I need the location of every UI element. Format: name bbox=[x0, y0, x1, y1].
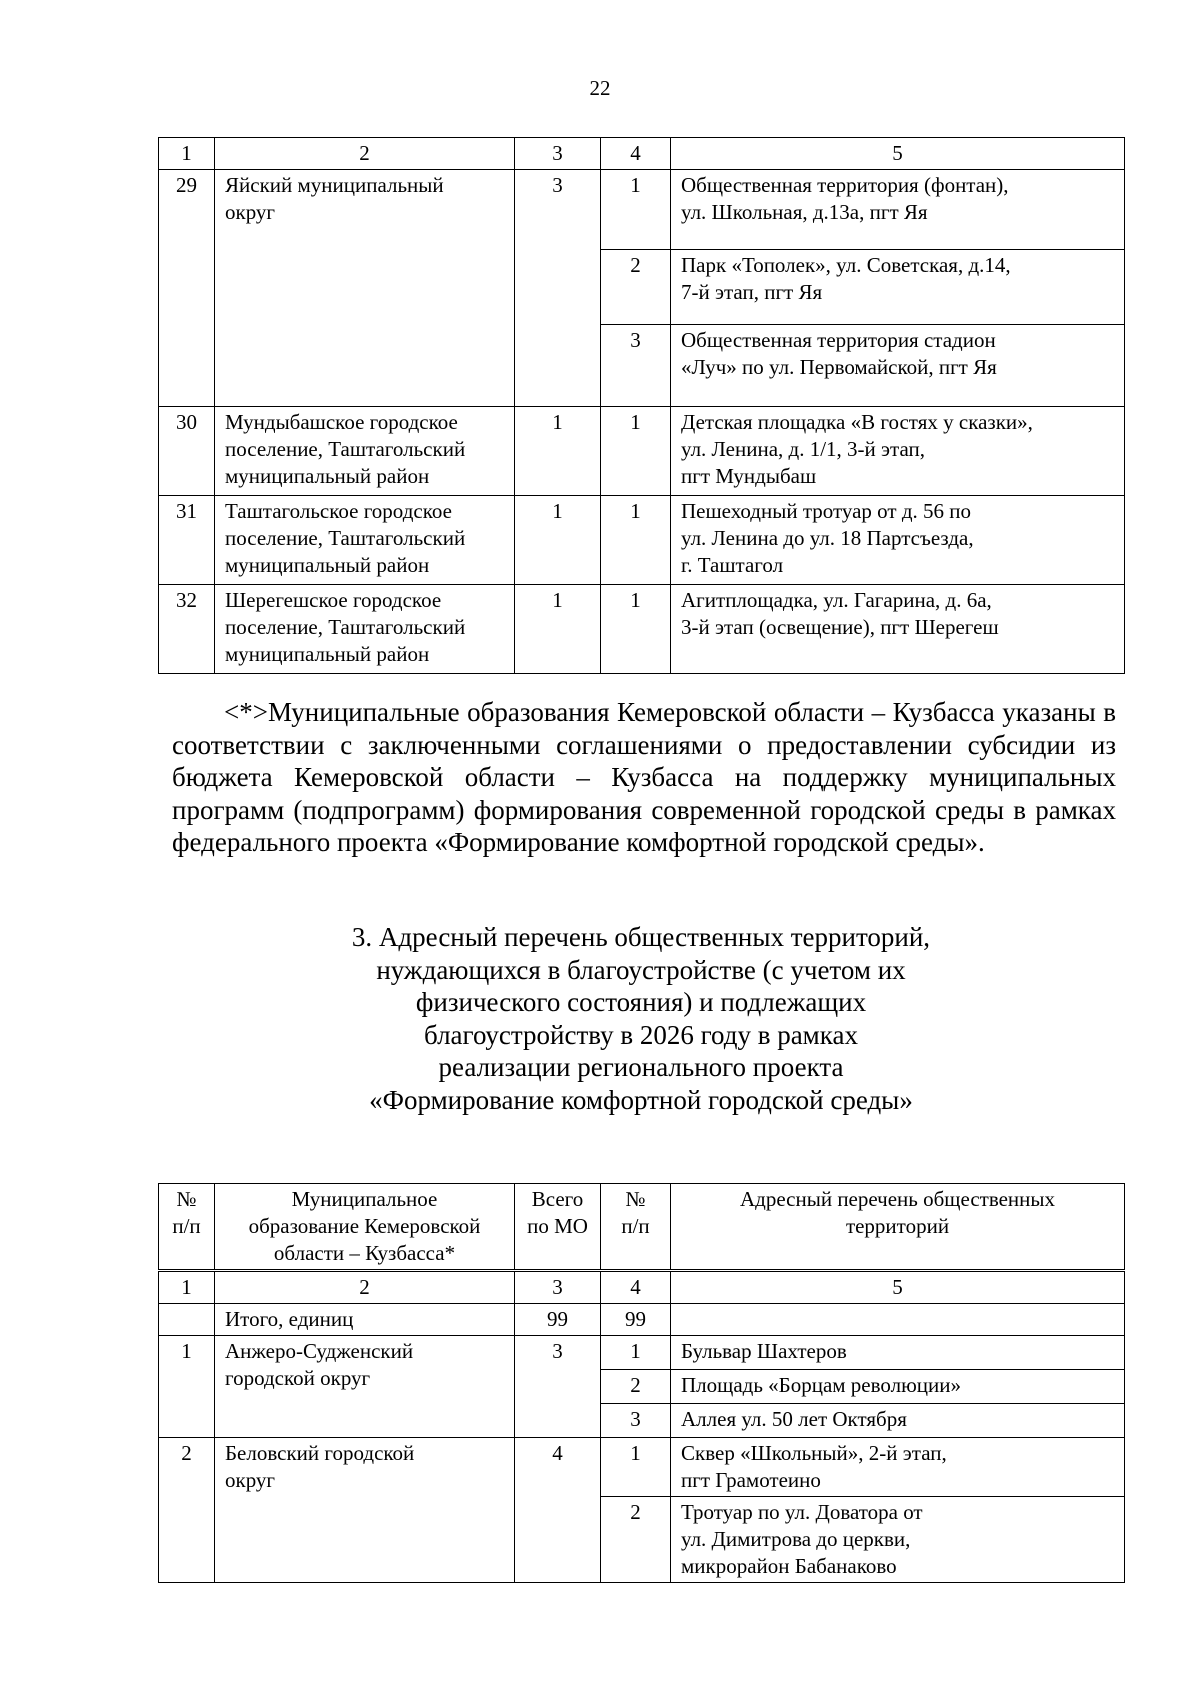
territory-address-line: Аллея ул. 50 лет Октября bbox=[681, 1407, 907, 1431]
total-count bbox=[515, 496, 601, 585]
territory-address bbox=[671, 496, 1125, 585]
continuation-table bbox=[158, 137, 1125, 674]
item-number-line: 3 bbox=[630, 328, 641, 352]
column-number bbox=[159, 1271, 215, 1304]
municipality-name-line: Анжеро-Судженский bbox=[225, 1339, 414, 1363]
territory-address-line: Пешеходный тротуар от д. 56 по bbox=[681, 499, 971, 523]
territory-address-line: ул. Димитрова до церкви, bbox=[681, 1527, 911, 1551]
header-num-line: № bbox=[176, 1187, 197, 1211]
item-number-line: 2 bbox=[630, 1373, 641, 1397]
municipality-name-line: округ bbox=[225, 200, 276, 224]
item-number bbox=[601, 170, 671, 250]
section-title-line: благоустройству в 2026 году в рамках bbox=[424, 1019, 858, 1050]
header-address-line: Адресный перечень общественных bbox=[739, 1187, 1056, 1211]
territory-address-line: г. Таштагол bbox=[681, 553, 784, 577]
row-number-line: 30 bbox=[176, 410, 197, 434]
header-total-line: по МО bbox=[527, 1214, 588, 1238]
item-number-line: 1 bbox=[630, 499, 641, 523]
item-number bbox=[601, 250, 671, 325]
municipality-name bbox=[215, 1438, 515, 1583]
section-title bbox=[158, 921, 1124, 1116]
total-count-line: 99 bbox=[547, 1307, 568, 1331]
page-number: 22 bbox=[589, 76, 611, 100]
header-municipality-line: области – Кузбасса* bbox=[273, 1241, 456, 1265]
territory-address-line: Общественная территория (фонтан), bbox=[681, 173, 1009, 197]
row-number bbox=[159, 170, 215, 407]
territory-address bbox=[671, 1336, 1125, 1370]
row-number-line: 1 bbox=[181, 1339, 192, 1363]
municipality-name-line: муниципальный район bbox=[225, 553, 430, 577]
column-number-line: 4 bbox=[630, 1275, 641, 1299]
header-num-line: п/п bbox=[172, 1214, 201, 1238]
territory-address-line: Общественная территория стадион bbox=[681, 328, 996, 352]
row-number-line: 2 bbox=[181, 1441, 192, 1465]
municipality-name-line: поселение, Таштагольский bbox=[225, 615, 466, 639]
header-municipality-line: образование Кемеровской bbox=[248, 1214, 481, 1238]
item-number bbox=[601, 407, 671, 496]
header-total-line: Всего bbox=[531, 1187, 584, 1211]
table-row bbox=[159, 407, 1125, 496]
item-number-line: 1 bbox=[630, 1441, 641, 1465]
municipality-name-line: городской округ bbox=[225, 1366, 371, 1390]
total-count-line: 1 bbox=[552, 499, 563, 523]
total-empty bbox=[671, 1304, 1125, 1336]
territory-address bbox=[671, 325, 1125, 407]
municipality-name bbox=[215, 170, 515, 407]
territory-address-line: пгт Мундыбаш bbox=[681, 464, 817, 488]
municipality-name-line: поселение, Таштагольский bbox=[225, 526, 466, 550]
total-count-line: 3 bbox=[552, 173, 563, 197]
municipality-name-line: муниципальный район bbox=[225, 464, 430, 488]
column-number-row bbox=[159, 1271, 1125, 1304]
municipality-name-line: Беловский городской bbox=[225, 1441, 415, 1465]
header-address-line: территорий bbox=[845, 1214, 950, 1238]
column-number-line: 3 bbox=[552, 1275, 563, 1299]
row-number bbox=[159, 1438, 215, 1583]
total-count-line: 4 bbox=[552, 1441, 563, 1465]
column-number-line: 1 bbox=[181, 1275, 192, 1299]
territory-address bbox=[671, 407, 1125, 496]
territory-address bbox=[671, 250, 1125, 325]
territory-address bbox=[671, 1497, 1125, 1583]
column-number-line: 5 bbox=[892, 1275, 903, 1299]
municipality-name bbox=[215, 496, 515, 585]
section-title-line: физического состояния) и подлежащих bbox=[415, 987, 867, 1017]
municipality-name-line: поселение, Таштагольский bbox=[225, 437, 466, 461]
item-number bbox=[601, 1438, 671, 1497]
footnote-paragraph: <*>Муниципальные образования Кемеровской области – Кузбасса указаны в соответствии с заключенными соглашениями о предоставлении субсидии из бюджета Кемеровской области – Кузбасса на поддержку муниципальных программ (подпрограмм) формирования современной городской среды в рамках федерального проекта «Формирование комфортной городской среды». bbox=[172, 697, 1116, 857]
section-title-line: 3. Адресный перечень общественных территорий, bbox=[351, 922, 931, 952]
row-number bbox=[159, 585, 215, 674]
territory-address-line: «Луч» по ул. Первомайской, пгт Яя bbox=[681, 355, 997, 379]
row-number-line: 29 bbox=[176, 173, 197, 197]
territory-address bbox=[671, 1370, 1125, 1404]
header-item-num-line: п/п bbox=[621, 1214, 650, 1238]
item-number bbox=[601, 496, 671, 585]
section-title-line: реализации регионального проекта bbox=[438, 1052, 844, 1082]
header-municipality-line: Муниципальное bbox=[291, 1187, 438, 1211]
municipality-name-line: округ bbox=[225, 1468, 276, 1492]
total-count-line: 1 bbox=[552, 588, 563, 612]
total-empty bbox=[159, 1304, 215, 1336]
territory-address-line: микрорайон Бабанаково bbox=[681, 1554, 897, 1578]
total-items bbox=[601, 1304, 671, 1336]
item-number bbox=[601, 585, 671, 674]
territory-address-line: ул. Школьная, д.13а, пгт Яя bbox=[681, 200, 928, 224]
territory-address-line: Тротуар по ул. Доватора от bbox=[681, 1500, 923, 1524]
item-number-line: 1 bbox=[630, 588, 641, 612]
table-row bbox=[159, 585, 1125, 674]
table-row bbox=[159, 1438, 1125, 1497]
territory-address bbox=[671, 1404, 1125, 1438]
municipality-name-line: муниципальный район bbox=[225, 642, 430, 666]
municipality-name bbox=[215, 407, 515, 496]
total-count bbox=[515, 407, 601, 496]
municipality-name-line: Таштагольское городское bbox=[225, 499, 452, 523]
total-count-line: 3 bbox=[552, 1339, 563, 1363]
total-count bbox=[515, 1304, 601, 1336]
territory-address-line: Сквер «Школьный», 2-й этап, bbox=[681, 1441, 947, 1465]
item-number-line: 1 bbox=[630, 173, 641, 197]
column-number bbox=[671, 1271, 1125, 1304]
territory-address-line: Парк «Тополек», ул. Советская, д.14, bbox=[681, 253, 1011, 277]
header-item-num bbox=[601, 1184, 671, 1271]
section-title-line: «Формирование комфортной городской среды» bbox=[369, 1084, 913, 1115]
table-row bbox=[159, 1336, 1125, 1370]
table-row bbox=[159, 170, 1125, 250]
column-number-line: 5 bbox=[892, 141, 903, 165]
column-number-line: 2 bbox=[359, 141, 370, 165]
item-number bbox=[601, 1404, 671, 1438]
row-number-line: 32 bbox=[176, 588, 197, 612]
total-label bbox=[215, 1304, 515, 1336]
item-number bbox=[601, 1336, 671, 1370]
total-count bbox=[515, 170, 601, 407]
item-number-line: 2 bbox=[630, 253, 641, 277]
header-item-num-line: № bbox=[625, 1187, 646, 1211]
header-row bbox=[159, 1184, 1125, 1271]
address-list-table bbox=[158, 1183, 1125, 1583]
total-count bbox=[515, 1336, 601, 1438]
territory-address-line: Агитплощадка, ул. Гагарина, д. 6а, bbox=[681, 588, 992, 612]
column-number bbox=[515, 1271, 601, 1304]
municipality-name-line: Шерегешское городское bbox=[225, 588, 442, 612]
total-row bbox=[159, 1304, 1125, 1336]
territory-address-line: ул. Ленина до ул. 18 Партсъезда, bbox=[681, 526, 974, 550]
territory-address-line: 3-й этап (освещение), пгт Шерегеш bbox=[681, 615, 999, 639]
territory-address-line: Площадь «Борцам революции» bbox=[681, 1373, 962, 1397]
row-number bbox=[159, 1336, 215, 1438]
municipality-name-line: Мундыбашское городское bbox=[225, 410, 458, 434]
total-count-line: 1 bbox=[552, 410, 563, 434]
row-number bbox=[159, 407, 215, 496]
item-number-line: 2 bbox=[630, 1500, 641, 1524]
column-number-line: 2 bbox=[359, 1275, 370, 1299]
column-number-line: 3 bbox=[552, 141, 563, 165]
column-number bbox=[601, 1271, 671, 1304]
column-number-line: 4 bbox=[630, 141, 641, 165]
item-number bbox=[601, 1370, 671, 1404]
column-number bbox=[159, 138, 215, 170]
territory-address-line: Бульвар Шахтеров bbox=[681, 1339, 847, 1363]
table-row bbox=[159, 496, 1125, 585]
total-label-line: Итого, единиц bbox=[225, 1307, 354, 1331]
item-number-line: 1 bbox=[630, 1339, 641, 1363]
item-number-line: 3 bbox=[630, 1407, 641, 1431]
header-total bbox=[515, 1184, 601, 1271]
row-number bbox=[159, 496, 215, 585]
column-number bbox=[515, 138, 601, 170]
section-title-line: нуждающихся в благоустройстве (с учетом их bbox=[376, 954, 906, 985]
territory-address bbox=[671, 1438, 1125, 1497]
territory-address-line: пгт Грамотеино bbox=[681, 1468, 821, 1492]
header-num bbox=[159, 1184, 215, 1271]
total-items-line: 99 bbox=[625, 1307, 646, 1331]
territory-address-line: ул. Ленина, д. 1/1, 3-й этап, bbox=[681, 437, 925, 461]
column-number bbox=[215, 1271, 515, 1304]
column-number bbox=[215, 138, 515, 170]
territory-address-line: 7-й этап, пгт Яя bbox=[681, 280, 823, 304]
column-number-row bbox=[159, 138, 1125, 170]
header-municipality bbox=[215, 1184, 515, 1271]
column-number-line: 1 bbox=[181, 141, 192, 165]
header-address bbox=[671, 1184, 1125, 1271]
total-count bbox=[515, 585, 601, 674]
row-number-line: 31 bbox=[176, 499, 197, 523]
column-number bbox=[601, 138, 671, 170]
item-number bbox=[601, 1497, 671, 1583]
municipality-name bbox=[215, 1336, 515, 1438]
item-number bbox=[601, 325, 671, 407]
municipality-name-line: Яйский муниципальный bbox=[225, 173, 444, 197]
total-count bbox=[515, 1438, 601, 1583]
territory-address bbox=[671, 170, 1125, 250]
territory-address bbox=[671, 585, 1125, 674]
column-number bbox=[671, 138, 1125, 170]
territory-address-line: Детская площадка «В гостях у сказки», bbox=[681, 410, 1033, 434]
municipality-name bbox=[215, 585, 515, 674]
item-number-line: 1 bbox=[630, 410, 641, 434]
